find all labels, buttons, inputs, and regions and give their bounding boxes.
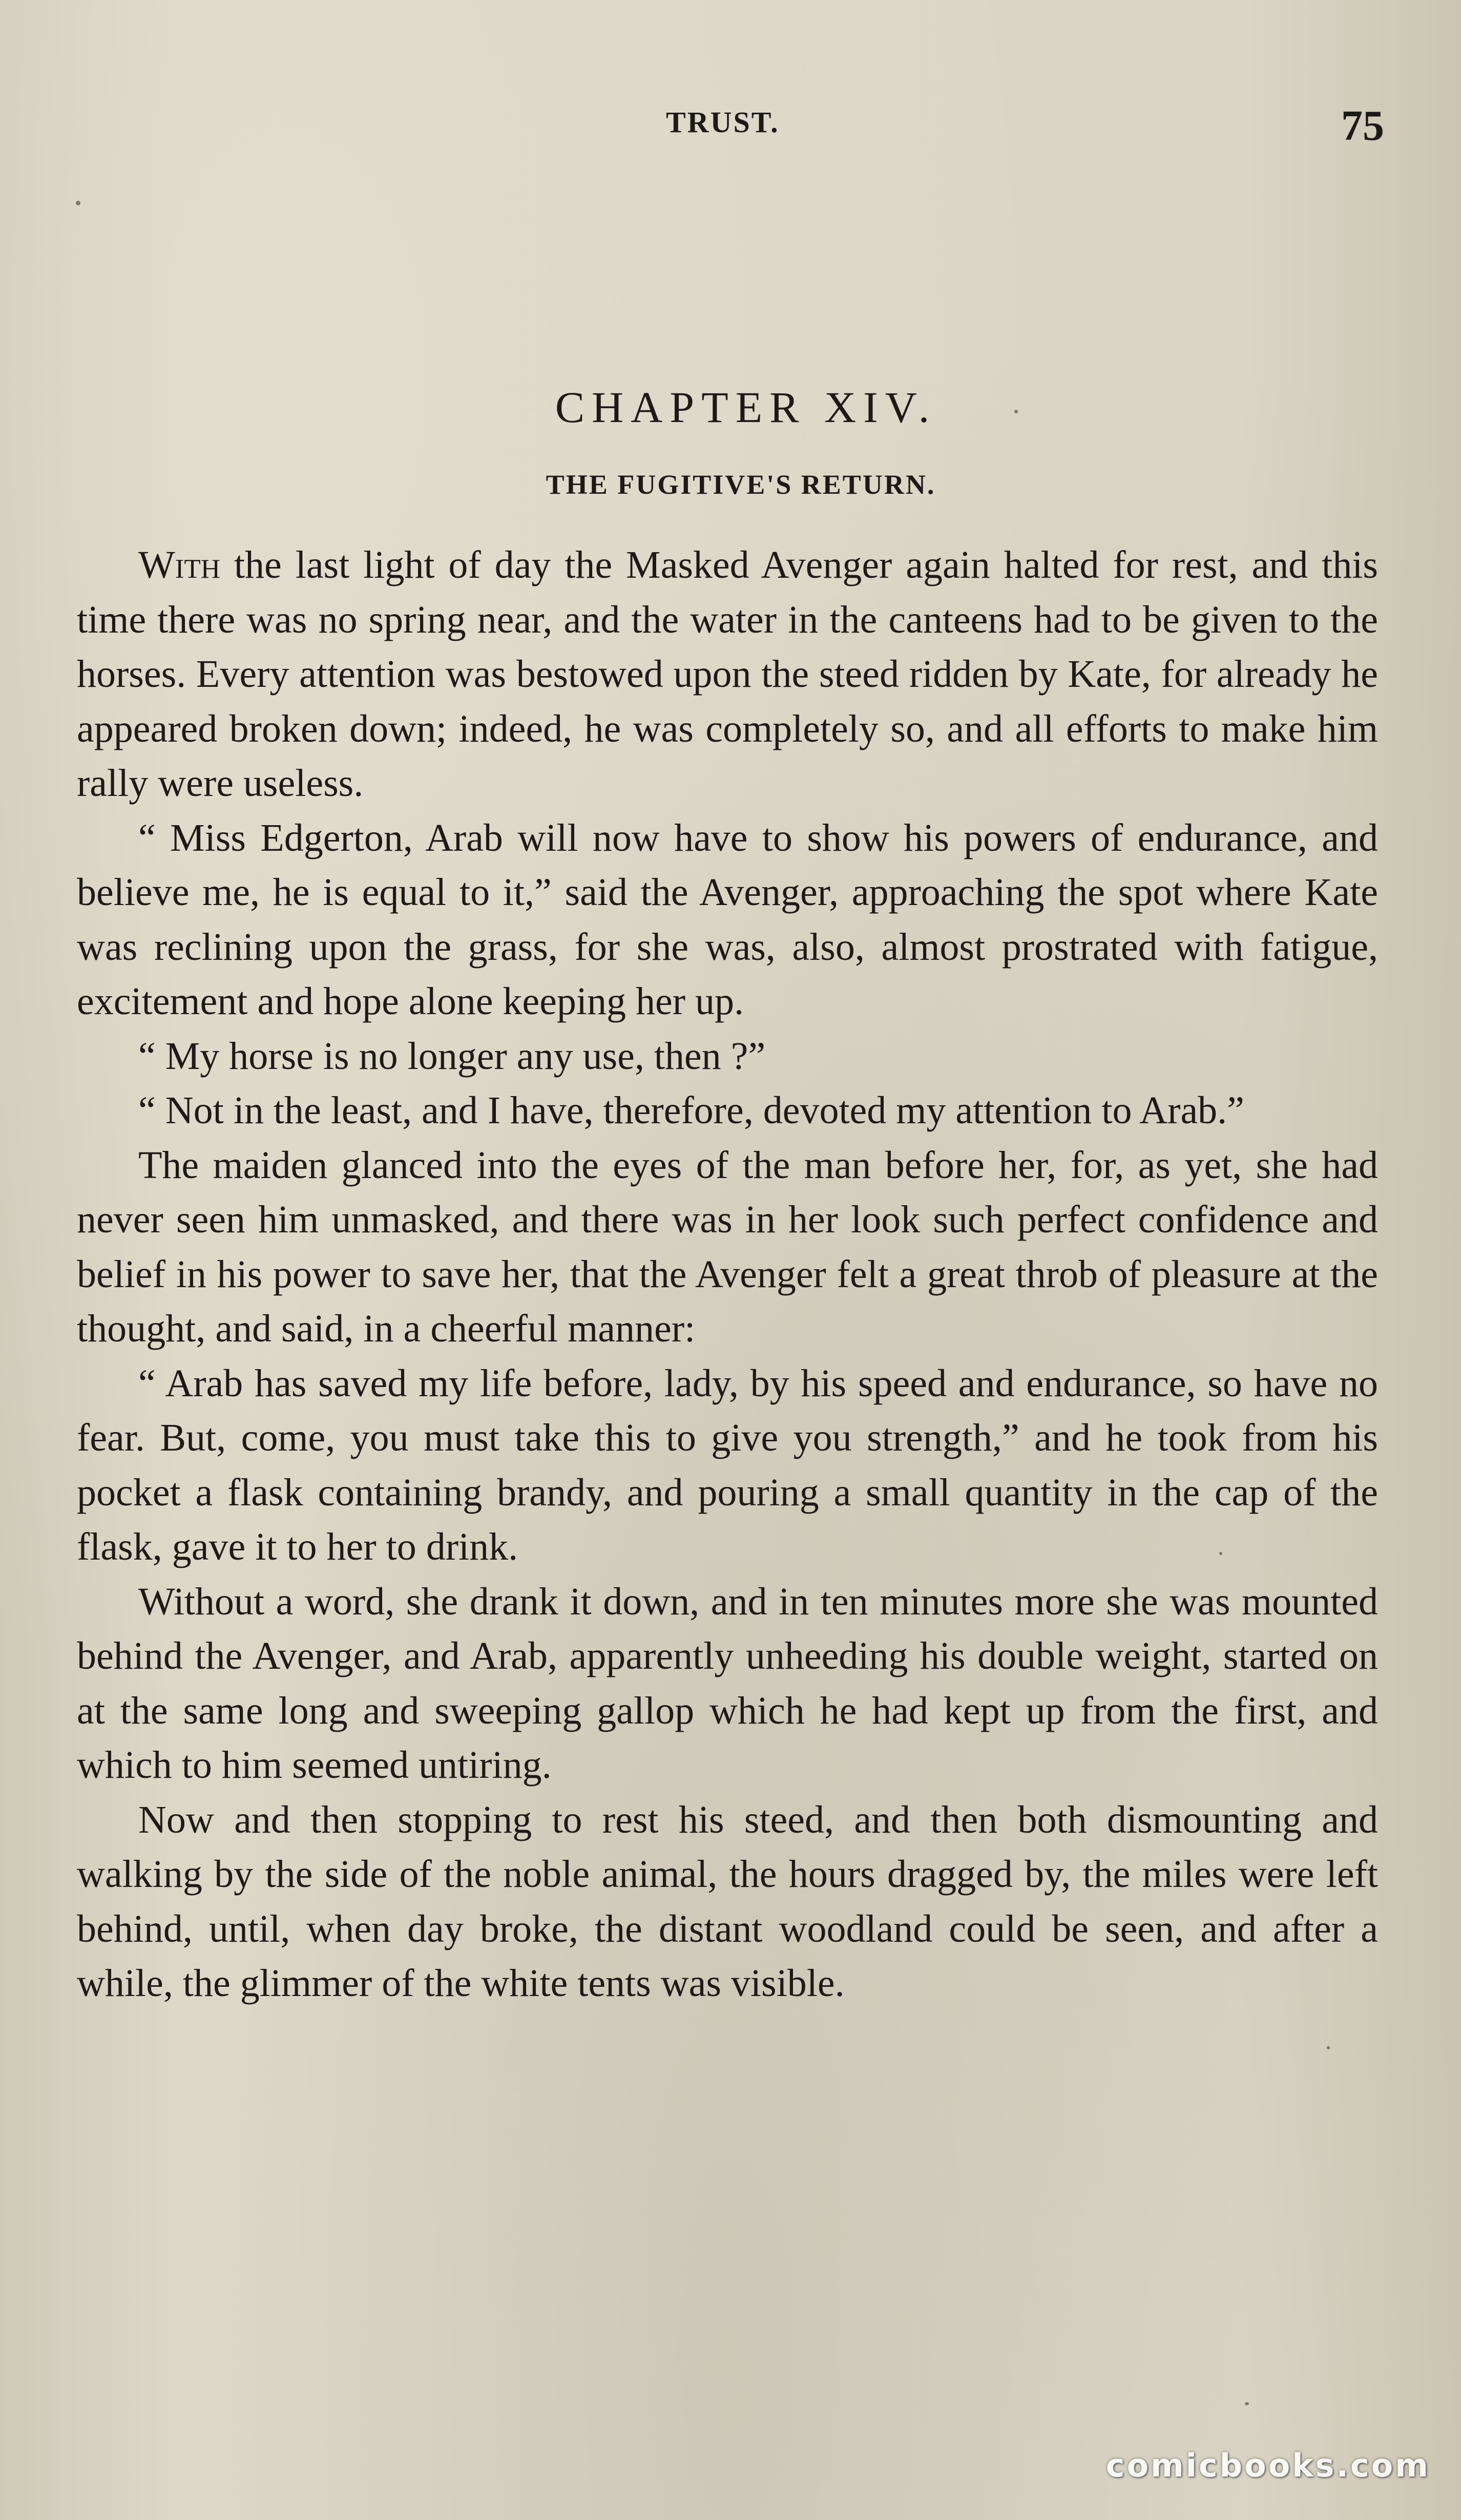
paragraph [77, 1083, 1378, 1138]
paragraph [77, 1793, 1378, 2011]
paper-speck [76, 201, 80, 205]
paper-speck [1327, 2046, 1330, 2049]
paper-speck [1245, 2402, 1249, 2405]
paragraph [77, 538, 1378, 811]
paragraph-text: “ Arab has saved my life before, lady, by his speed and endurance, so have no fear. But, come, you must take this to give you strength,” and he took from his pocket a flask containing brandy, and pouring a small quantity in the cap of the flask, gave it to her to drink. [77, 1361, 1378, 1568]
watermark: comicbooks.com [1105, 2447, 1430, 2484]
paragraph-lead: With [138, 543, 221, 586]
chapter-subtitle: THE FUGITIVE'S RETURN. [546, 469, 936, 500]
paragraph [77, 811, 1378, 1029]
paper-speck [1014, 410, 1018, 413]
chapter-heading: CHAPTER XIV. [555, 383, 937, 432]
page-number: 75 [1341, 102, 1384, 150]
running-title: TRUST. [666, 106, 780, 139]
paragraph-text: “ Not in the least, and I have, therefore, devoted my attention to Arab.” [138, 1089, 1244, 1132]
paragraph-text: “ My horse is no longer any use, then ?” [138, 1034, 766, 1078]
paragraph-text: Without a word, she drank it down, and in ten minutes more she was mounted behind the Avenger, and Arab, apparently unheeding his double weight, started on at the same long and sweeping gallop which he had kept up from the first, and which to him seemed untiring. [77, 1580, 1378, 1787]
paragraph-text: Now and then stopping to rest his steed, and then both dismounting and walking by the side of the noble animal, the hours dragged by, the miles were left behind, until, when day broke, the distant woodland could be seen, and after a while, the glimmer of the white tents was visible. [77, 1798, 1378, 2005]
paragraph [77, 1574, 1378, 1793]
paragraph-text: The maiden glanced into the eyes of the man before her, for, as yet, she had never seen him unmasked, and there was in her look such perfect confidence and belief in his power to save her, that the Avenger felt a great throb of pleasure at the thought, and said, in a cheerful manner: [77, 1143, 1378, 1350]
paragraph [77, 1356, 1378, 1574]
chapter-body [77, 538, 1378, 2011]
paragraph [77, 1138, 1378, 1356]
running-header [77, 102, 1384, 150]
paragraph-text: “ Miss Edgerton, Arab will now have to show his powers of endurance, and believe me, he is equal to it,” said the Avenger, approaching the spot where Kate was reclining upon the grass, for she was, also, almost prostrated with fatigue, excitement and hope alone keeping her up. [77, 816, 1378, 1023]
paragraph [77, 1029, 1378, 1084]
paragraph-text: the last light of day the Masked Avenger again halted for rest, and this time there was no spring near, and the water in the canteens had to be given to the horses. Every attention was bestowed upon the steed ridden by Kate, for already he appeared broken down; indeed, he was completely so, and all efforts to make him rally were useless. [77, 543, 1378, 805]
paper-speck [1219, 1552, 1222, 1555]
